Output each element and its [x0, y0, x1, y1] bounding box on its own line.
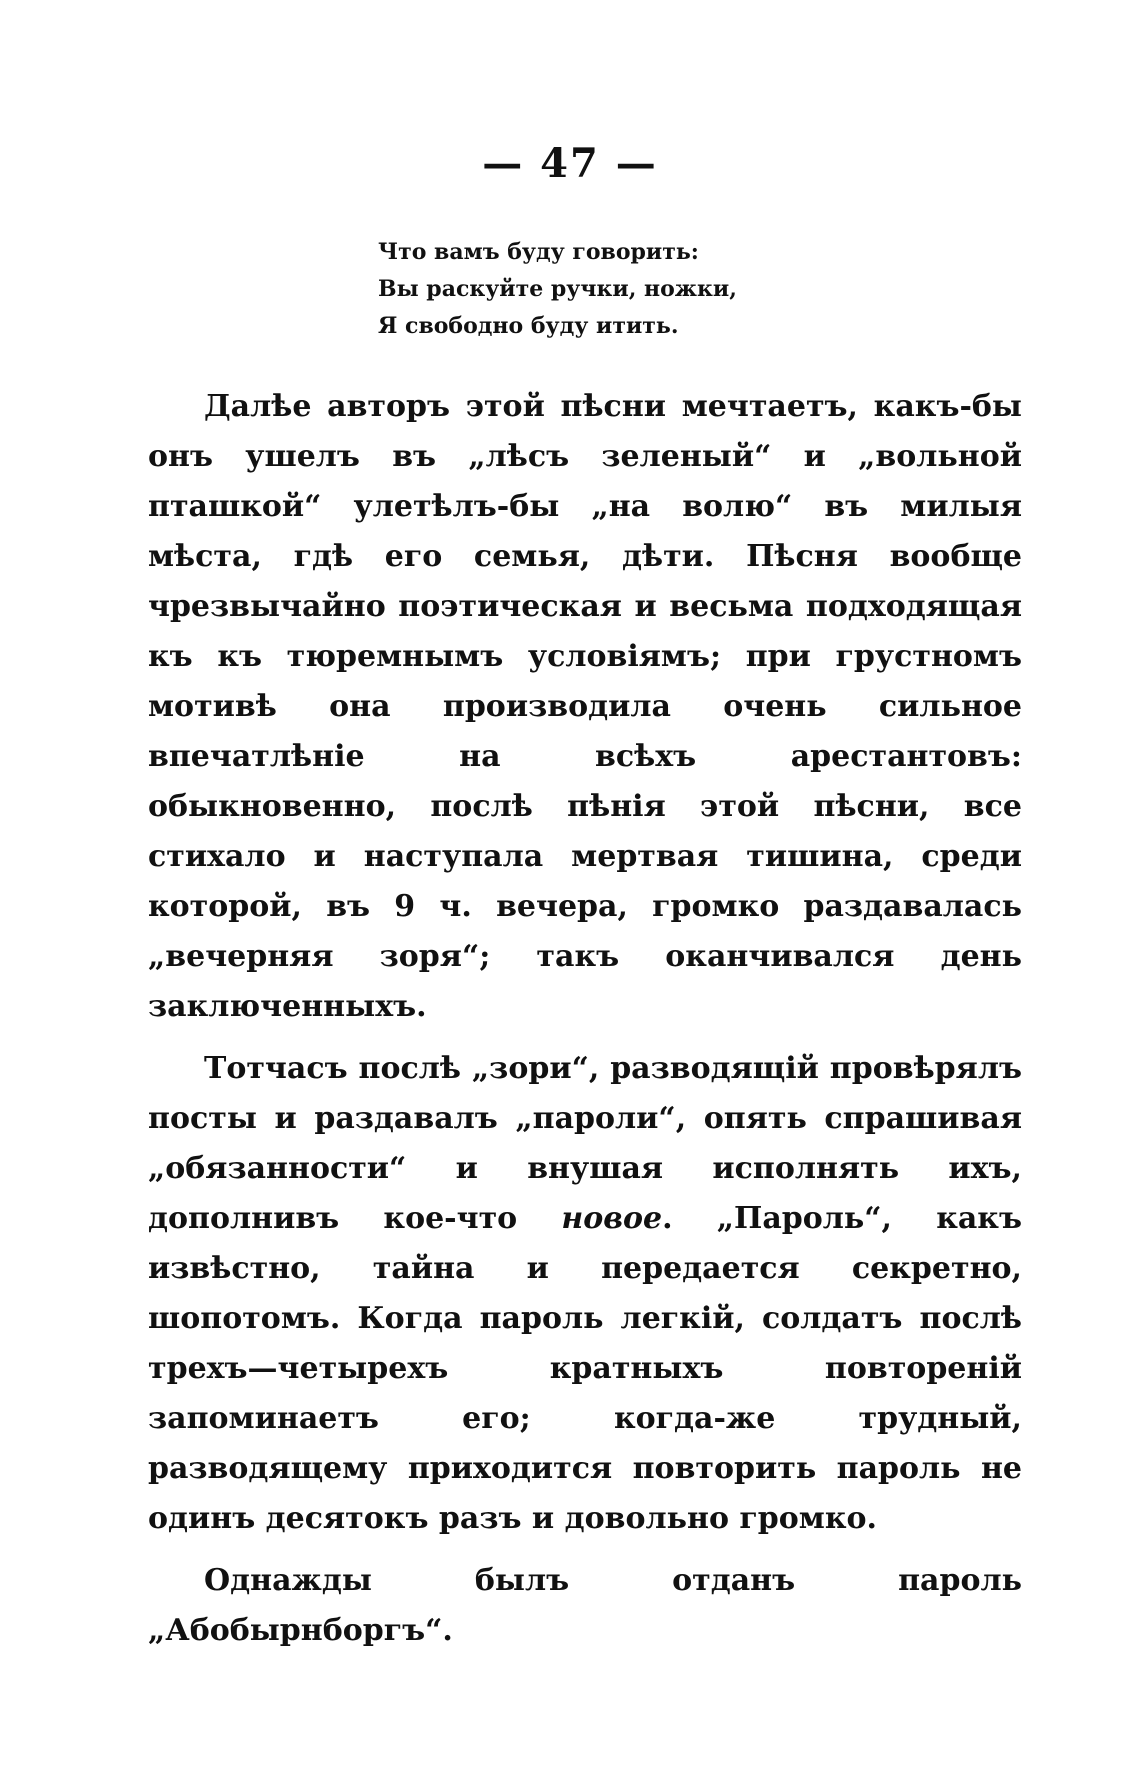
- paragraph-text: Тотчасъ послѣ „зори“, разводящій провѣрялъ посты и раздавалъ „пароли“, опять спрашивая „обязанности“ и внушая исполнять ихъ, дополнивъ кое-что: [148, 1051, 1022, 1236]
- italic-word: новое: [561, 1201, 663, 1236]
- verse-line: Я свободно буду итить.: [378, 313, 679, 339]
- page-number: — 47 —: [482, 140, 658, 187]
- verse-block: [378, 234, 737, 345]
- verse-line: Что вамъ буду говорить:: [378, 239, 699, 265]
- paragraph: Далѣе авторъ этой пѣсни мечтаетъ, какъ-бы онъ ушелъ въ „лѣсъ зеленый“ и „вольной пташкой“ улетѣлъ-бы „на волю“ въ милыя мѣста, гдѣ его семья, дѣти. Пѣсня вообще чрезвычайно поэтическая и весьма подходящая къ къ тюремнымъ условіямъ; при грустномъ мотивѣ она производила очень сильное впечатлѣніе на всѣхъ арестантовъ: обыкновенно, послѣ пѣнія этой пѣсни, все стихало и наступала мертвая тишина, среди которой, въ 9 ч. вечера, громко раздавалась „вечерняя зоря“; такъ оканчивался день заключенныхъ.: [148, 389, 1022, 1024]
- paragraph: Однажды былъ отданъ пароль „Абобырнборгъ“.: [148, 1563, 1022, 1648]
- paragraph-text: . „Пароль“, какъ извѣстно, тайна и передается секретно, шопотомъ. Когда пароль легкій, солдатъ послѣ трехъ—четырехъ кратныхъ повтореній запоминаетъ его; когда-же трудный, разводящему приходится повторить пароль не одинъ десятокъ разъ и довольно громко.: [148, 1201, 1022, 1536]
- body-text: [148, 382, 1022, 1668]
- verse-line: Вы раскуйте ручки, ножки,: [378, 276, 737, 302]
- paragraph: [148, 1044, 1022, 1544]
